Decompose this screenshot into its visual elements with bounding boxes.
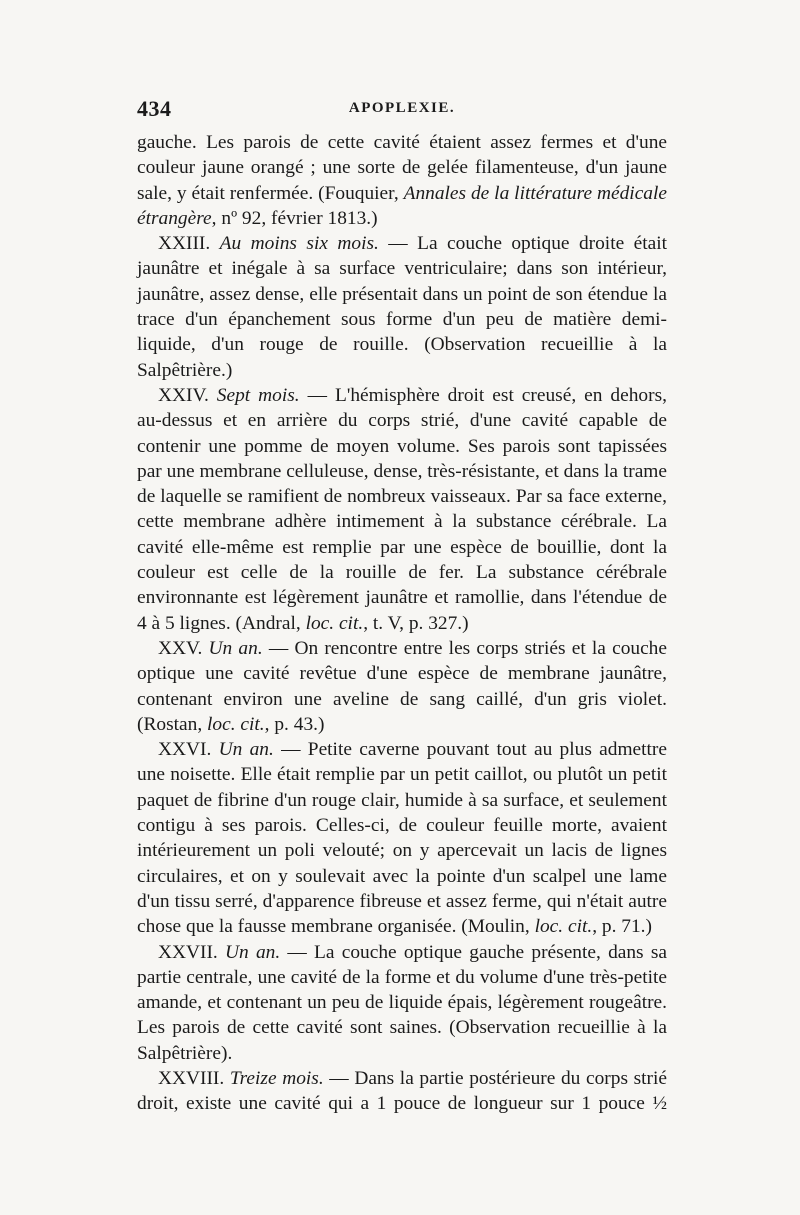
italic-text: Un an. [225, 941, 281, 963]
page-header [137, 96, 667, 126]
italic-text: Un an. [208, 637, 263, 659]
body-text: — Petite caverne pouvant tout au plus admettre une noisette. Elle était remplie par un petit caillot, ou plutôt un petit paquet de fibrine d'un rouge clair, humide à sa surface, et seulement contigu à ses parois. Celles-ci, de couleur feuille morte, avaient intérieurement un poli velouté; on y apercevait un lacis de lignes circulaires, et on y soulevait avec la pointe d'un scalpel une lame d'un tissu serré, d'apparence fibreuse et assez ferme, qui n'était autre chose que la fausse membrane organisée. (Moulin, [137, 739, 667, 938]
text-body [137, 130, 667, 1117]
body-text: — Dans la partie postérieure du corps strié droit, existe une cavité qui a 1 pouce de longueur sur 1 pouce ½ [137, 1067, 668, 1115]
body-text: , t. V, p. 327.) [363, 612, 469, 634]
paragraph-p5 [137, 737, 667, 939]
italic-text: Au moins six mois. [219, 233, 379, 255]
body-text: XXIII. [158, 233, 220, 255]
paragraph-p3 [137, 383, 667, 636]
body-text: XXIV. [158, 384, 217, 406]
italic-text: loc. cit. [534, 916, 593, 938]
italic-text: Un an. [218, 739, 274, 761]
paragraph-p4 [137, 636, 667, 737]
body-text: — La couche optique gauche présente, dans sa partie centrale, une cavité de la forme et du volume d'une très-petite amande, et contenant un peu de liquide épais, légèrement rougeâtre. Les parois de cette cavité sont saines. (Observation recueillie à la Salpêtrière). [137, 941, 667, 1064]
paragraph-p2 [137, 231, 667, 383]
body-text: XXV. [158, 637, 209, 659]
body-text: XXVII. [158, 941, 226, 963]
paragraph-p1 [137, 130, 667, 231]
body-text: — On rencontre entre les corps striés et la couche optique une cavité revêtue d'une espèce de membrane jaunâtre, contenant environ une aveline de sang caillé, d'un gris violet. (Rostan, [137, 637, 667, 735]
italic-text: loc. cit. [305, 612, 364, 634]
paragraph-p6 [137, 940, 667, 1066]
page-number: 434 [137, 96, 172, 121]
body-text: , nº 92, février 1813.) [211, 207, 378, 229]
body-text: XXVIII. [158, 1067, 230, 1089]
body-text: XXVI. [158, 739, 219, 761]
italic-text: loc. cit. [207, 713, 265, 735]
paragraph-p7 [137, 1066, 667, 1117]
running-head: APOPLEXIE. [348, 100, 456, 116]
body-text: — La couche optique droite était jaunâtre et inégale à sa surface ventriculaire; dans son intérieur, jaunâtre, assez dense, elle présentait dans un point de son étendue la trace d'un épanchement sous forme d'un peu de matière demi-liquide, d'un rouge de rouille. (Observation recueillie à la Salpêtrière.) [137, 233, 667, 381]
body-text: , p. 43.) [264, 713, 325, 735]
italic-text: Treize mois. [229, 1067, 324, 1089]
body-text: , p. 71.) [592, 916, 652, 938]
italic-text: Annales de la littérature médicale étrangère [137, 182, 667, 229]
body-text: — L'hémisphère droit est creusé, en dehors, au-dessus et en arrière du corps strié, d'une cavité capable de contenir une pomme de moyen volume. Ses parois sont tapissées par une membrane celluleuse, dense, très-résistante, et dans la trame de laquelle se ramifient de nombreux vaisseaux. Par sa face externe, cette membrane adhère intimement à la substance cérébrale. La cavité elle-même est remplie par une espèce de bouillie, dont la couleur est celle de la rouille de fer. La substance cérébrale environnante est légèrement jaunâtre et ramollie, dans l'étendue de 4 à 5 lignes. (Andral, [137, 384, 667, 634]
body-text: gauche. Les parois de cette cavité étaient assez fermes et d'une couleur jaune orangé ; une sorte de gelée filamenteuse, d'un jaune sale, y était renfermée. (Fouquier, [137, 132, 667, 204]
italic-text: Sept mois. [216, 384, 300, 406]
